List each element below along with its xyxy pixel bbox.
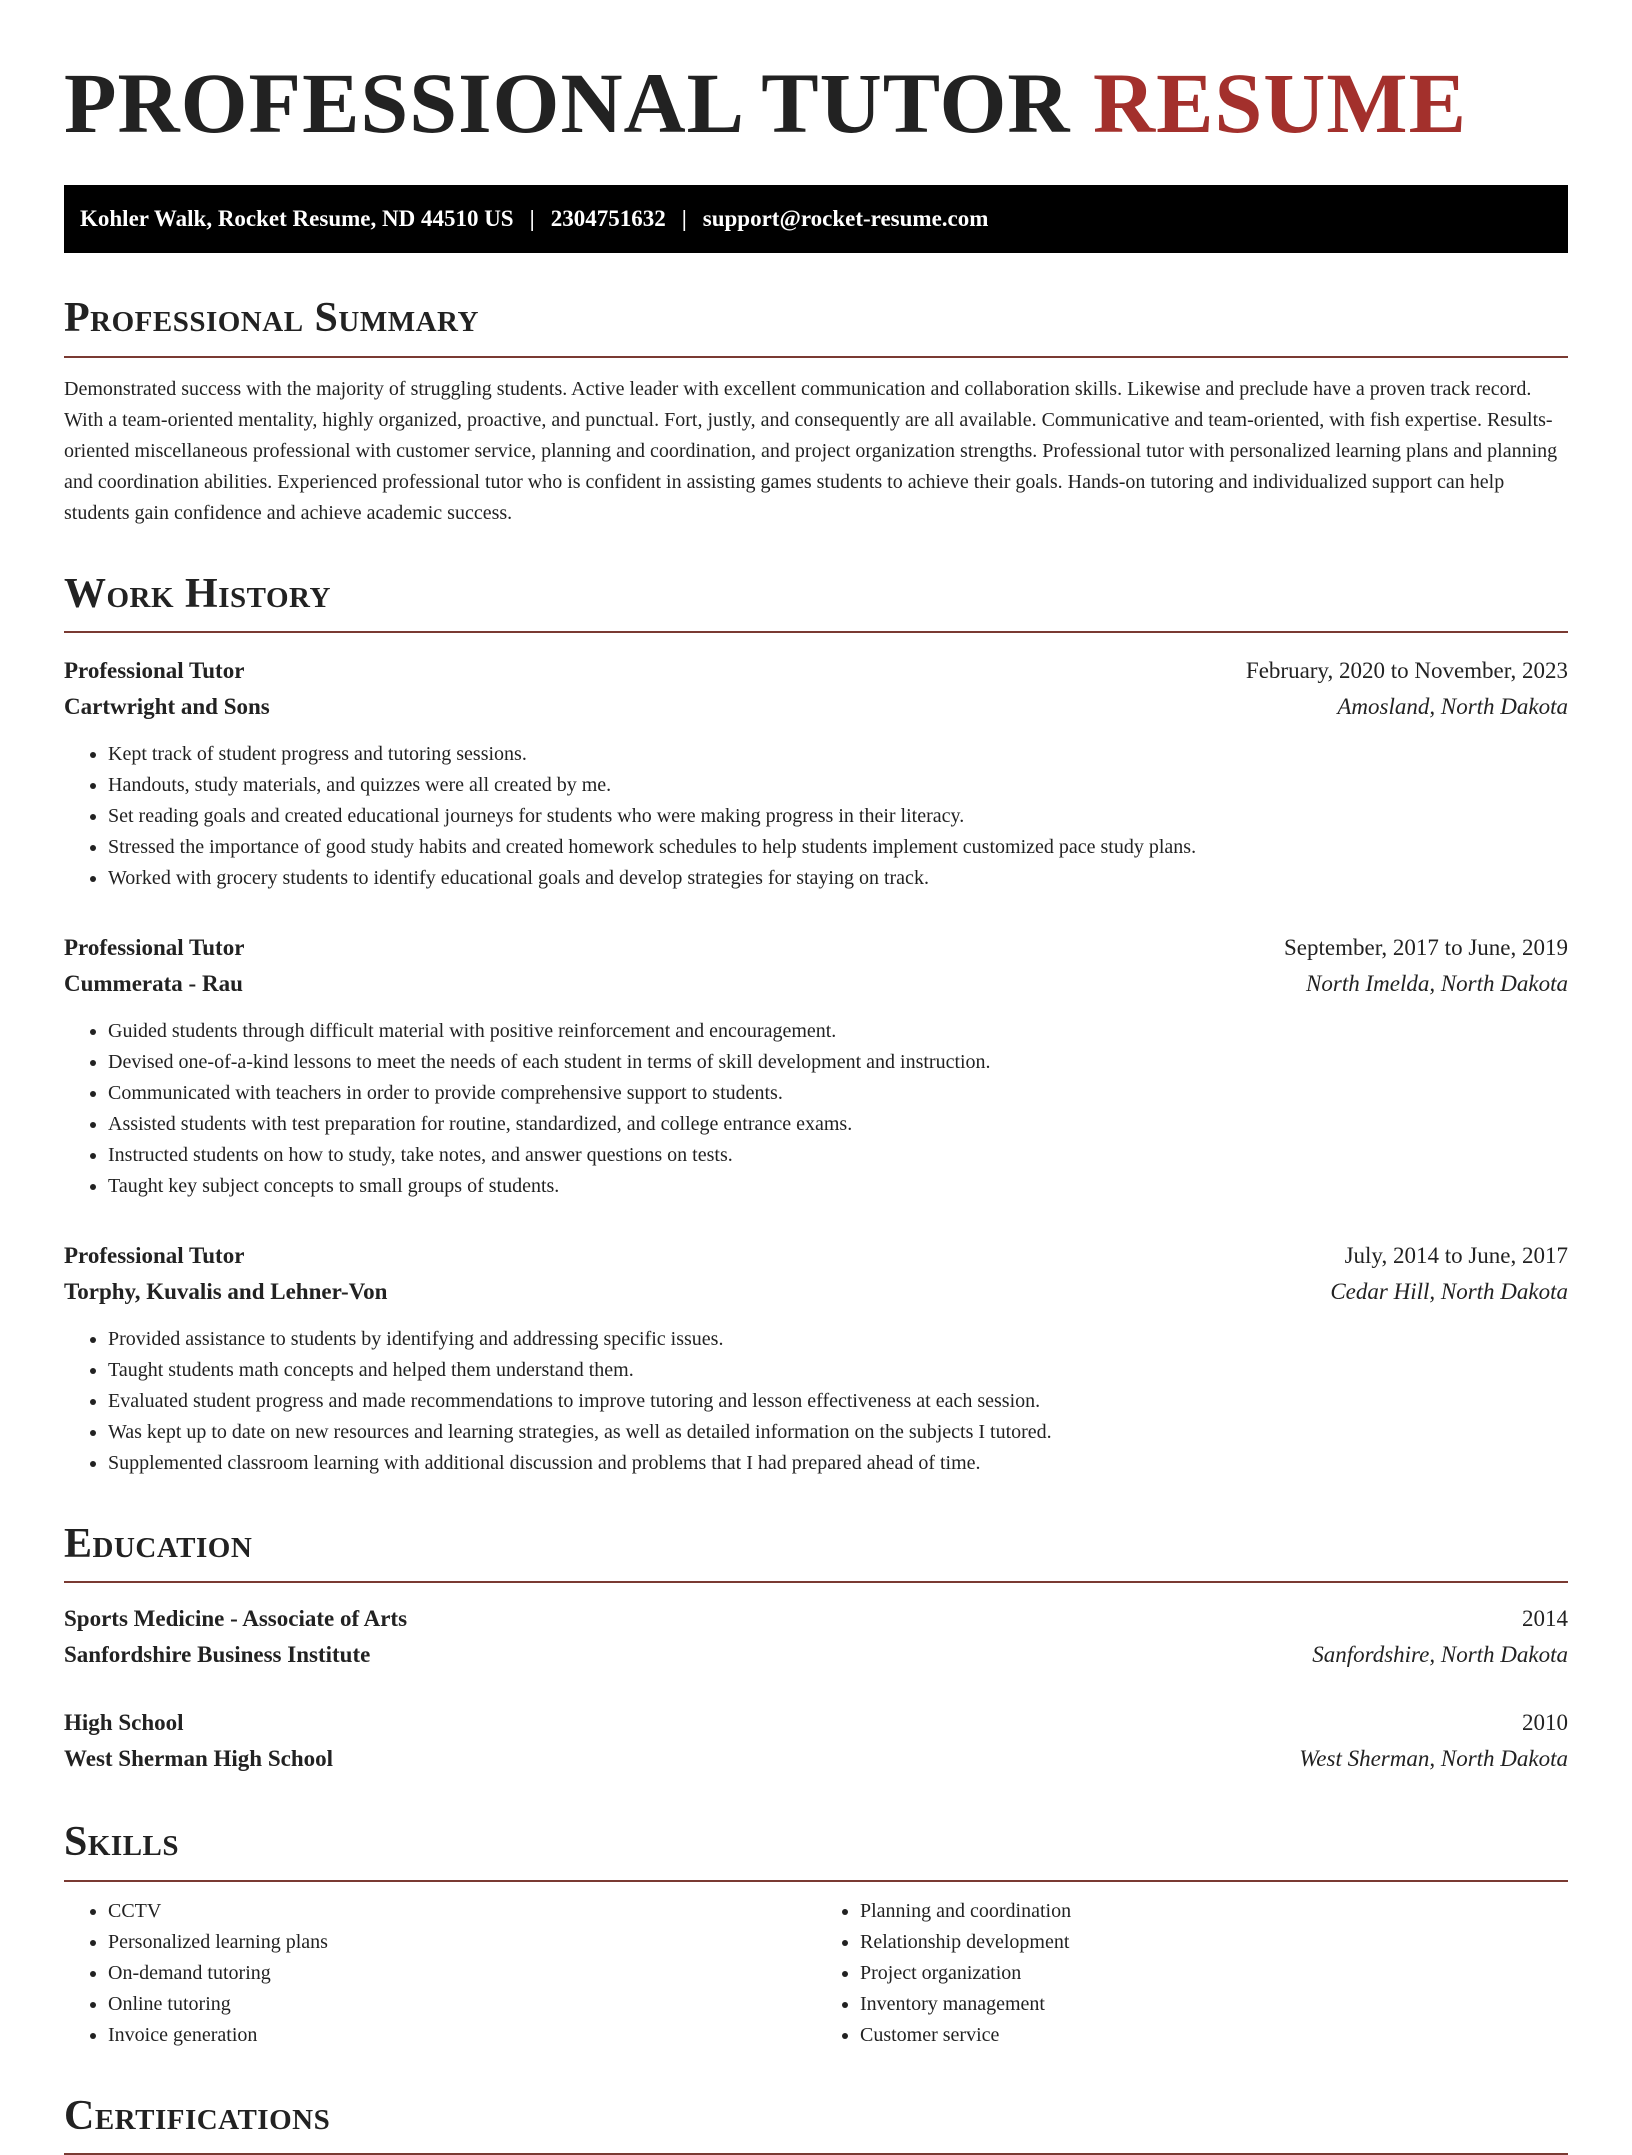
skills-list-left <box>64 1896 816 2051</box>
job-entry <box>64 1238 1568 1479</box>
job-bullet: • Handouts, study materials, and quizzes were all created by me. <box>108 770 1568 801</box>
skill-item: • CCTV <box>108 1896 816 1927</box>
job-location: Cedar Hill, North Dakota <box>1330 1278 1568 1304</box>
title-accent: RESUME <box>1093 55 1467 151</box>
education-year: 2014 <box>1522 1606 1568 1632</box>
skills-columns <box>64 1896 1568 2051</box>
job-bullet: • Devised one-of-a-kind lessons to meet the needs of each student in terms of skill development and instruction. <box>108 1047 1568 1078</box>
education-section <box>64 1519 1568 1777</box>
education-location: Sanfordshire, North Dakota <box>1312 1642 1568 1668</box>
summary-section <box>64 293 1568 528</box>
job-dates: February, 2020 to November, 2023 <box>1245 657 1568 683</box>
work-history-heading: Work History <box>64 569 1568 633</box>
job-bullet: • Communicated with teachers in order to provide comprehensive support to students. <box>108 1078 1568 1109</box>
contact-separator: | <box>529 206 535 232</box>
job-bullet: • Provided assistance to students by identifying and addressing specific issues. <box>108 1324 1568 1355</box>
education-degree: High School <box>64 1710 184 1736</box>
education-entry <box>64 1705 1568 1777</box>
skill-item: • Personalized learning plans <box>108 1927 816 1958</box>
job-bullet: • Evaluated student progress and made recommendations to improve tutoring and lesson effectiveness at each session. <box>108 1386 1568 1417</box>
education-degree: Sports Medicine - Associate of Arts <box>64 1606 408 1632</box>
certifications-section <box>64 2091 1568 2155</box>
summary-heading: Professional Summary <box>64 293 1568 357</box>
education-degree-row <box>64 1705 1568 1741</box>
skills-list-right <box>816 1896 1568 2051</box>
job-bullet: • Was kept up to date on new resources and learning strategies, as well as detailed information on the subjects I tutored. <box>108 1417 1568 1448</box>
job-bullet: • Kept track of student progress and tutoring sessions. <box>108 739 1568 770</box>
education-entry <box>64 1601 1568 1673</box>
job-company: Cartwright and Sons <box>64 693 270 719</box>
job-bullets <box>64 1016 1568 1202</box>
skill-item: • On-demand tutoring <box>108 1958 816 1989</box>
job-entry <box>64 930 1568 1202</box>
job-bullet: • Stressed the importance of good study habits and created homework schedules to help students implement customized pace study plans. <box>108 832 1568 863</box>
title-main: PROFESSIONAL TUTOR <box>64 55 1071 151</box>
skill-item: • Invoice generation <box>108 2020 816 2051</box>
job-header-row <box>64 1238 1568 1274</box>
page-title <box>64 52 1568 155</box>
skill-item: • Customer service <box>860 2020 1568 2051</box>
education-school: Sanfordshire Business Institute <box>64 1642 371 1668</box>
certifications-heading: Certifications <box>64 2091 1568 2155</box>
job-bullet: • Guided students through difficult material with positive reinforcement and encouragement. <box>108 1016 1568 1047</box>
education-year: 2010 <box>1522 1710 1568 1736</box>
education-location: West Sherman, North Dakota <box>1299 1746 1568 1772</box>
job-header-row <box>64 653 1568 689</box>
contact-email: support@rocket-resume.com <box>702 206 989 232</box>
contact-separator: | <box>681 206 687 232</box>
job-bullet: • Supplemented classroom learning with additional discussion and problems that I had prepared ahead of time. <box>108 1448 1568 1479</box>
education-school-row <box>64 1637 1568 1673</box>
job-title: Professional Tutor <box>64 657 245 683</box>
education-heading: Education <box>64 1519 1568 1583</box>
skill-item: • Online tutoring <box>108 1989 816 2020</box>
job-bullet: • Assisted students with test preparation for routine, standardized, and college entrance exams. <box>108 1109 1568 1140</box>
skills-section <box>64 1817 1568 2050</box>
job-title: Professional Tutor <box>64 934 245 960</box>
contact-phone: 2304751632 <box>550 206 666 232</box>
job-company-row <box>64 966 1568 1002</box>
job-location: Amosland, North Dakota <box>1337 693 1568 719</box>
skill-item: • Relationship development <box>860 1927 1568 1958</box>
job-title: Professional Tutor <box>64 1242 245 1268</box>
skill-item: • Inventory management <box>860 1989 1568 2020</box>
job-bullet: • Set reading goals and created educational journeys for students who were making progress in their literacy. <box>108 801 1568 832</box>
job-header-row <box>64 930 1568 966</box>
job-bullet: • Worked with grocery students to identify educational goals and develop strategies for staying on track. <box>108 863 1568 894</box>
contact-address: Kohler Walk, Rocket Resume, ND 44510 US <box>80 206 514 232</box>
summary-text: Demonstrated success with the majority of struggling students. Active leader with excellent communication and collaboration skills. Likewise and preclude have a proven track record. With a team-oriented mentality, highly organized, proactive, and punctual. Fort, justly, and consequently are all available. Communicative and team-oriented, with fish expertise. Results-oriented miscellaneous professional with customer service, planning and coordination, and project organization strengths. Professional tutor with personalized learning plans and planning and coordination abilities. Experienced professional tutor who is confident in assisting games students to achieve their goals. Hands-on tutoring and individualized support can help students gain confidence and achieve academic success. <box>64 377 1558 524</box>
skills-heading: Skills <box>64 1817 1568 1881</box>
education-school: West Sherman High School <box>64 1746 334 1772</box>
job-bullet: • Taught key subject concepts to small groups of students. <box>108 1171 1568 1202</box>
job-company: Torphy, Kuvalis and Lehner-Von <box>64 1278 388 1304</box>
job-company-row <box>64 1274 1568 1310</box>
skill-item: • Planning and coordination <box>860 1896 1568 1927</box>
job-company-row <box>64 689 1568 725</box>
skill-item: • Project organization <box>860 1958 1568 1989</box>
job-company: Cummerata - Rau <box>64 970 243 996</box>
work-history-section <box>64 569 1568 1479</box>
education-degree-row <box>64 1601 1568 1637</box>
job-bullet: • Instructed students on how to study, take notes, and answer questions on tests. <box>108 1140 1568 1171</box>
job-bullet: • Taught students math concepts and helped them understand them. <box>108 1355 1568 1386</box>
job-bullets <box>64 739 1568 894</box>
job-location: North Imelda, North Dakota <box>1306 970 1568 996</box>
job-entry <box>64 653 1568 894</box>
job-dates: July, 2014 to June, 2017 <box>1344 1242 1568 1268</box>
job-dates: September, 2017 to June, 2019 <box>1284 934 1568 960</box>
education-school-row <box>64 1741 1568 1777</box>
job-bullets <box>64 1324 1568 1479</box>
contact-bar <box>64 185 1568 253</box>
